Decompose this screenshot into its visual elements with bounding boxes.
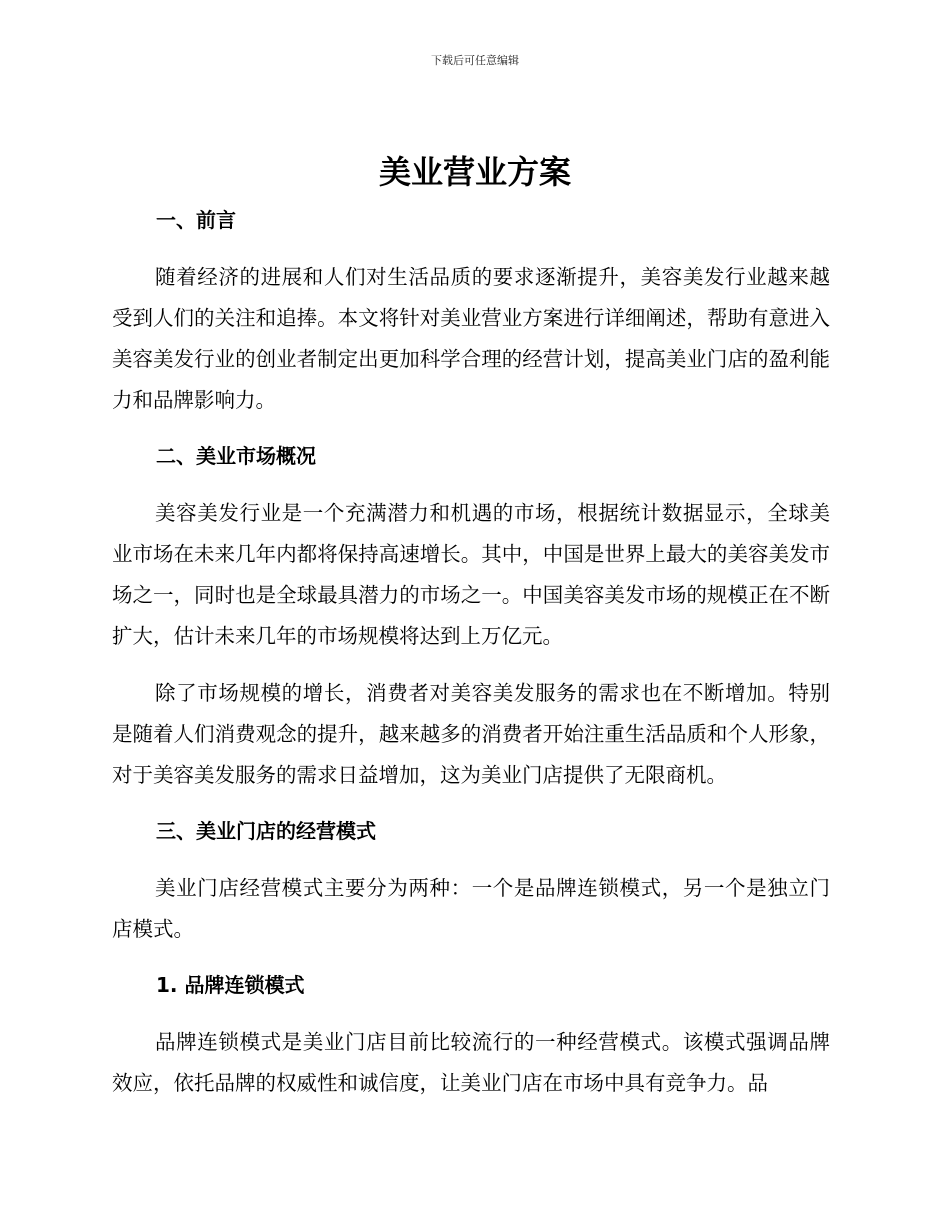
subsection-heading-brand-chain: 1. 品牌连锁模式 <box>156 973 305 997</box>
page-title: 美业营业方案 <box>378 153 571 191</box>
paragraph-market-overview-1: 美容美发行业是一个充满潜力和机遇的市场，根据统计数据显示，全球美业市场在未来几年内都将保持高速增长。其中，中国是世界上最大的美容美发市场之一，同时也是全球最具潜力的市场之一。中国美容美发市场的规模正在不断扩大，估计未来几年的市场规模将达到上万亿元。 <box>112 501 830 648</box>
paragraph-preface: 随着经济的进展和人们对生活品质的要求逐渐提升，美容美发行业越来越受到人们的关注和追捧。本文将针对美业营业方案进行详细阐述，帮助有意进入美容美发行业的创业者制定出更加科学合理的经营计划，提高美业门店的盈利能力和品牌影响力。 <box>112 265 830 412</box>
paragraph-business-model: 美业门店经营模式主要分为两种：一个是品牌连锁模式，另一个是独立门店模式。 <box>112 876 830 941</box>
section-heading-market-overview: 二、美业市场概况 <box>156 444 316 468</box>
document-body <box>112 202 830 1104</box>
paragraph-brand-chain: 品牌连锁模式是美业门店目前比较流行的一种经营模式。该模式强调品牌效应，依托品牌的权威性和诚信度，让美业门店在市场中具有竞争力。品 <box>112 1030 830 1095</box>
section-heading-business-model: 三、美业门店的经营模式 <box>156 819 376 843</box>
paragraph-market-overview-2: 除了市场规模的增长，消费者对美容美发服务的需求也在不断增加。特别是随着人们消费观念的提升，越来越多的消费者开始注重生活品质和个人形象，对于美容美发服务的需求日益增加，这为美业门店提供了无限商机。 <box>112 681 830 787</box>
header-note: 下载后可任意编辑 <box>431 54 519 67</box>
section-heading-preface: 一、前言 <box>156 208 236 232</box>
